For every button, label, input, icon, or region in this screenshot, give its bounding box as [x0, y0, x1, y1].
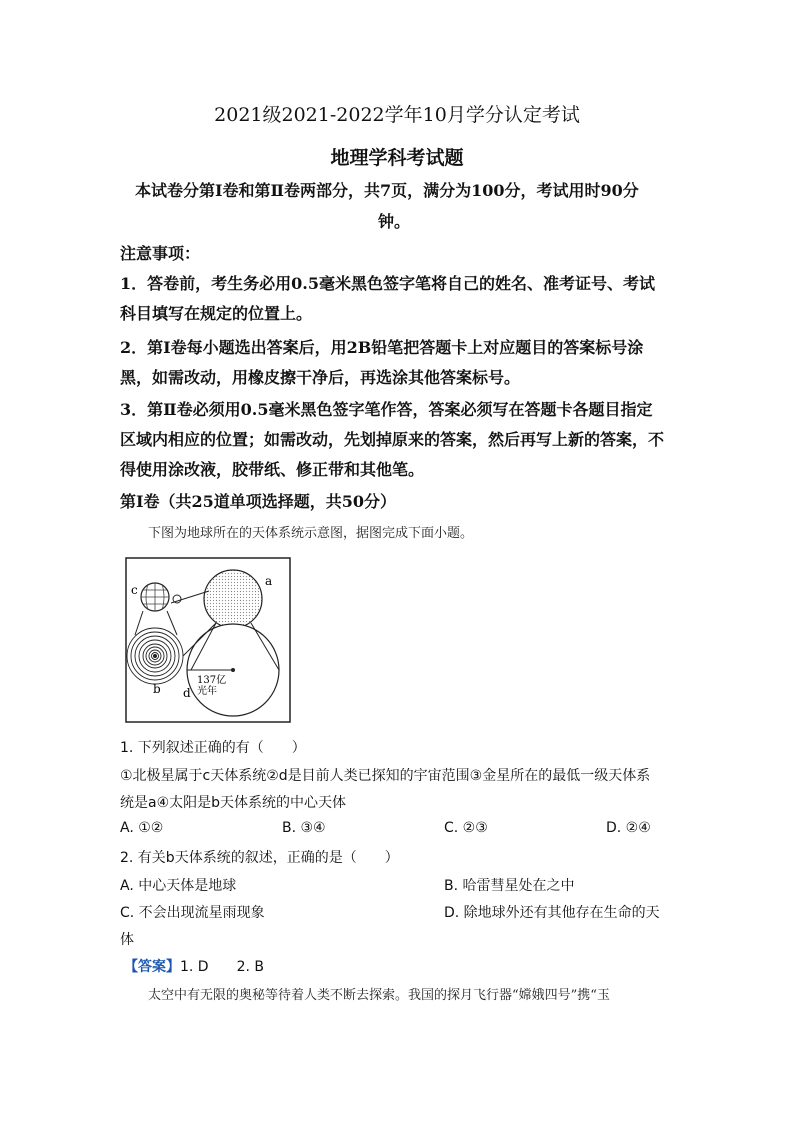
note-3-line-3: 得使用涂改液，胶带纸、修正带和其他笔。: [120, 460, 425, 479]
note-2-line-1: 2．第Ⅰ卷每小题选出答案后，用2B铅笔把答题卡上对应题目的答案标号涂: [120, 338, 644, 357]
note-3-line-1: 3．第Ⅱ卷必须用0.5毫米黑色签字笔作答，答案必须写在答题卡各题目指定: [120, 400, 653, 419]
answer-tag: 【答案】: [124, 959, 180, 975]
note-3-line-2: 区域内相应的位置；如需改动，先划掉原来的答案，然后再写上新的答案，不: [120, 430, 665, 449]
question-1-stem: 1. 下列叙述正确的有（ ）: [120, 740, 306, 756]
label-c: c: [131, 583, 138, 597]
q2-option-a[interactable]: A. 中心天体是地球: [120, 878, 237, 894]
q2-option-c[interactable]: C. 不会出现流星雨现象: [120, 905, 265, 921]
q1-option-c[interactable]: C. ②③: [444, 820, 488, 836]
note-2-line-2: 黑，如需改动，用橡皮擦干净后，再选涂其他答案标号。: [120, 368, 521, 387]
intro-line-2: 钟。: [378, 212, 411, 231]
distance-label-2: 光年: [197, 686, 217, 697]
question-1-desc-2: 统是a④太阳是b天体系统的中心天体: [120, 795, 347, 811]
q1-option-b[interactable]: B. ③④: [282, 820, 326, 836]
q2-option-d[interactable]: D. 除地球外还有其他存在生命的天: [444, 905, 660, 921]
q1-option-d[interactable]: D. ②④: [606, 820, 651, 836]
intro-line-1: 本试卷分第Ⅰ卷和第Ⅱ卷两部分，共7页，满分为100分，考试用时90分: [135, 181, 639, 200]
center-dot: [231, 668, 235, 672]
answer-text: 1. D 2. B: [180, 959, 264, 975]
q1-option-a[interactable]: A. ①②: [120, 820, 164, 836]
note-1-line-2: 科目填写在规定的位置上。: [120, 304, 313, 323]
system-a-circle: [204, 570, 262, 628]
question-1-desc-1: ①北极星属于c天体系统②d是目前人类已探知的宇宙范围③金星所在的最低一级天体系: [120, 768, 651, 784]
label-d: d: [183, 686, 191, 700]
exam-subtitle: 地理学科考试题: [330, 147, 464, 169]
exam-title: 2021级2021-2022学年10月学分认定考试: [214, 104, 580, 126]
q2-option-b[interactable]: B. 哈雷彗星处在之中: [444, 878, 575, 894]
label-a: a: [265, 574, 273, 588]
label-b: b: [153, 682, 161, 696]
question-2-stem: 2. 有关b天体系统的叙述，正确的是（ ）: [120, 850, 399, 866]
note-1-line-1: 1．答卷前，考生务必用0.5毫米黑色签字笔将自己的姓名、准考证号、考试: [120, 274, 655, 293]
section-1-heading: 第Ⅰ卷（共25道单项选择题，共50分）: [120, 492, 397, 511]
q2-option-d-wrap: 体: [120, 932, 134, 948]
next-passage: 太空中有无限的奥秘等待着人类不断去探索。我国的探月飞行器“嫦娥四号”携“玉: [148, 988, 610, 1003]
figure-prompt: 下图为地球所在的天体系统示意图，据图完成下面小题。: [148, 526, 474, 541]
notes-heading: 注意事项：: [120, 244, 201, 263]
distance-label-1: 137亿: [197, 675, 227, 686]
celestial-system-diagram: [125, 557, 291, 723]
answer-line: [124, 957, 264, 977]
